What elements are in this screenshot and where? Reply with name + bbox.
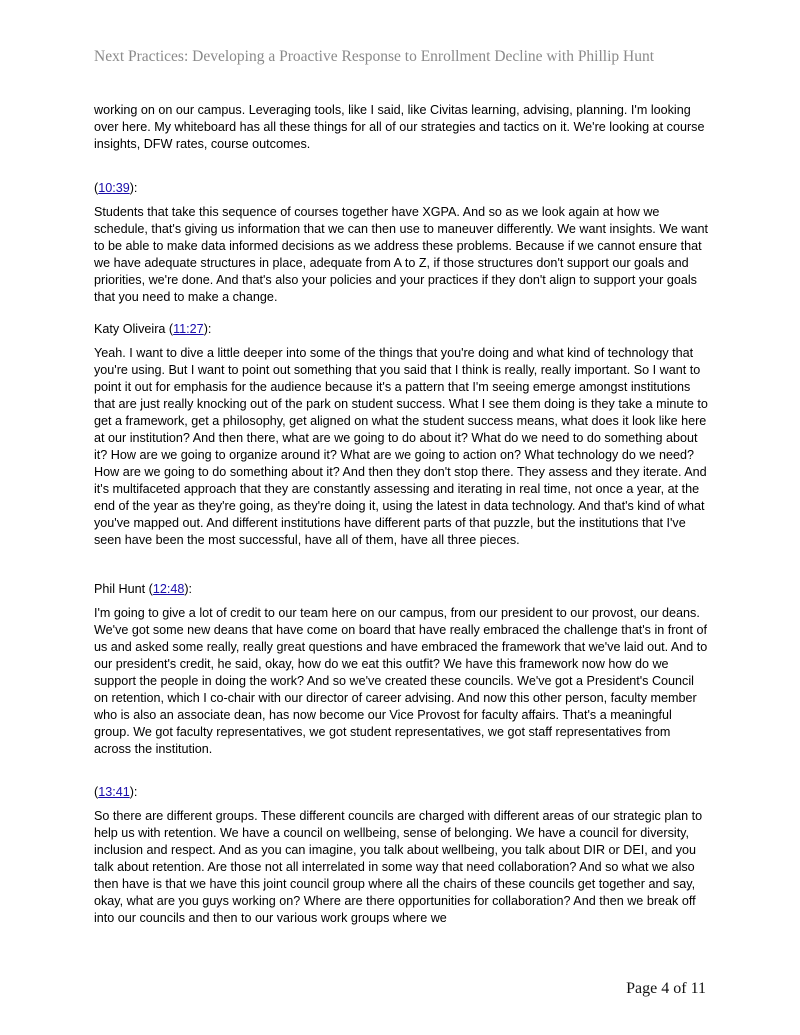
paragraph-text: working on on our campus. Leveraging tools, like I said, like Civitas learning, advising, planning. I'm looking over here. My whiteboard has all these things for all of our strategies and tactics on it. We're looking at course insights, DFW rates, course outcomes. — [94, 103, 705, 151]
speaker-line: Katy Oliveira (11:27): — [94, 322, 212, 336]
speaker-line: (13:41): — [94, 785, 138, 799]
transcript-paragraph — [94, 808, 710, 927]
paragraph-text: So there are different groups. These different councils are charged with different areas of our strategic plan to help us with retention. We have a council on wellbeing, sense of belonging. We have a council for diversity, inclusion and respect. And as you can imagine, you talk about wellbeing, you talk about DIR or DEI, and you talk about retention. Are those not all interrelated in some way that need collaboration? And so what we also then have is that we have this joint council group where all the chairs of these councils get together and say, okay, what are you guys working on? Where are there opportunities for collaboration? And then we break off into our councils and then to our various work groups where we — [94, 809, 703, 925]
timestamp-link[interactable]: 13:41 — [98, 785, 130, 799]
transcript-paragraph — [94, 204, 710, 306]
paragraph-text: Yeah. I want to dive a little deeper into some of the things that you're doing and what kind of technology that you're using. But I want to point out something that you said that I think is really, really important. So I want to point it out for emphasis for the audience because it's a pattern that I'm seeing emerge amongst institutions that are just really knocking out of the park on student success. What I see them doing is they take a minute to get a framework, get a philosophy, get aligned on what the student success means, what does it look like here at our institution? And then there, what are we going to do about it? What do we need to do something about it? How are we going to organize around it? What are we going to action on? What technology do we need? How are we going to do something about it? And then they don't stop there. They assess and they iterate. And it's multifaceted approach that they are constantly assessing and iterating in real time, not once a year, at the end of the year as they're going, as they're doing it, using the latest in data technology. And that's kind of what you've mapped out. And different institutions have different parts of that puzzle, but the institutions that I've seen have been the most successful, have all of them, have all three pieces. — [94, 346, 708, 547]
timestamp-link[interactable]: 11:27 — [173, 322, 204, 336]
timestamp-link[interactable]: 12:48 — [152, 582, 185, 596]
paragraph-text: I'm going to give a lot of credit to our team here on our campus, from our president to our provost, our deans. We've got some new deans that have come on board that have really embraced the challenge that's in front of us and asked some really, really great questions and have embraced the framework that we've laid out. And to our president's credit, he said, okay, how do we eat this outfit? We have this framework now how do we support the people in doing the work? And so we've created these councils. We've got a President's Council on retention, which I co-chair with our director of career advising. And now this other person, faculty member who is also an associate dean, has now become our Vice Provost for faculty affairs. That's a meaningful group. We got faculty representatives, we got student representatives, we got staff representatives from across the institution. — [94, 606, 708, 756]
paragraph-text: Students that take this sequence of courses together have XGPA. And so as we look again at how we schedule, that's giving us information that we can then use to maneuver differently. We want insights. We want to be able to make data informed decisions as we address these problems. Because if we cannot ensure that we have adequate structures in place, adequate from A to Z, if those structures don't support our goals and priorities, we're done. And that's also your policies and your practices if they don't align to support your goals that you need to make a change. — [94, 205, 708, 304]
speaker-name: Phil Hunt — [94, 582, 146, 596]
speaker-line: Phil Hunt (12:48): — [94, 582, 193, 596]
page-number: Page 4 of 11 — [626, 980, 706, 997]
speaker-name: Katy Oliveira — [94, 322, 166, 336]
transcript-paragraph — [94, 102, 710, 153]
transcript-paragraph — [94, 605, 710, 758]
timestamp-link[interactable]: 10:39 — [98, 181, 130, 195]
document-header: Next Practices: Developing a Proactive Response to Enrollment Decline with Phillip Hunt — [94, 48, 655, 65]
speaker-line: (10:39): — [94, 181, 138, 195]
transcript-paragraph — [94, 345, 710, 549]
